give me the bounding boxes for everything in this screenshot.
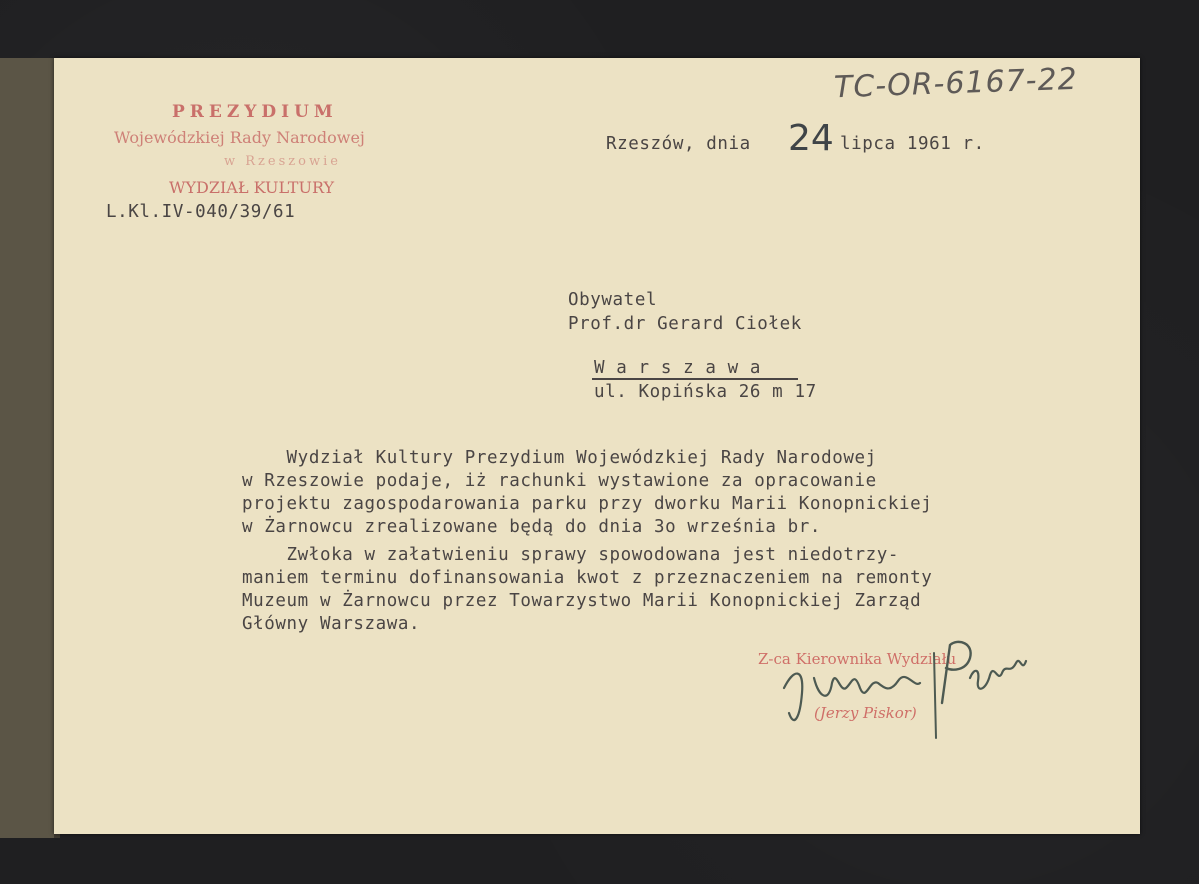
date-suffix: lipca 1961 r. — [840, 134, 985, 154]
stamp-line-council: Wojewódzkiej Rady Narodowej — [114, 128, 365, 147]
recipient-city: W a r s z a w a — [594, 358, 762, 378]
city-underline — [592, 378, 798, 380]
archive-ref-pencil: TC-OR-6167-22 — [833, 61, 1079, 106]
signatory-name: (Jerzy Piskor) — [814, 704, 917, 722]
body-p1-line1: Wydział Kultury Prezydium Wojewódzkiej Rady Narodowej — [242, 448, 877, 468]
stamp-line-city: w Rzeszowie — [224, 154, 341, 169]
body-p2-line4: Główny Warszawa. — [242, 614, 421, 634]
body-p2-line2: maniem terminu dofinansowania kwot z przeznaczeniem na remonty — [242, 568, 933, 588]
handwritten-signature — [774, 633, 1034, 743]
reference-number: L.Kl.IV-040/39/61 — [106, 202, 296, 222]
body-p2-line3: Muzeum w Żarnowcu przez Towarzystwo Marii Konopnickiej Zarząd — [242, 591, 922, 611]
date-prefix: Rzeszów, dnia — [606, 134, 751, 154]
body-p1-line3: projektu zagospodarowania parku przy dworku Marii Konopnickiej — [242, 494, 933, 514]
body-p1-line2: w Rzeszowie podaje, iż rachunki wystawione za opracowanie — [242, 471, 877, 491]
stamp-line-presidium: PREZYDIUM — [172, 102, 338, 122]
underlying-sheet — [0, 58, 60, 838]
letter-sheet — [54, 58, 1140, 834]
body-p1-line4: w Żarnowcu zrealizowane będą do dnia 3o września br. — [242, 517, 822, 537]
date-day-handwritten: 24 — [788, 118, 834, 159]
recipient-street: ul. Kopińska 26 m 17 — [594, 382, 817, 402]
recipient-name: Prof.dr Gerard Ciołek — [568, 314, 802, 334]
body-p2-line1: Zwłoka w załatwieniu sprawy spowodowana jest niedotrzy- — [242, 545, 900, 565]
stamp-line-department: WYDZIAŁ KULTURY — [169, 178, 335, 197]
signatory-title: Z-ca Kierownika Wydziału — [758, 650, 957, 668]
recipient-salutation: Obywatel — [568, 290, 658, 310]
